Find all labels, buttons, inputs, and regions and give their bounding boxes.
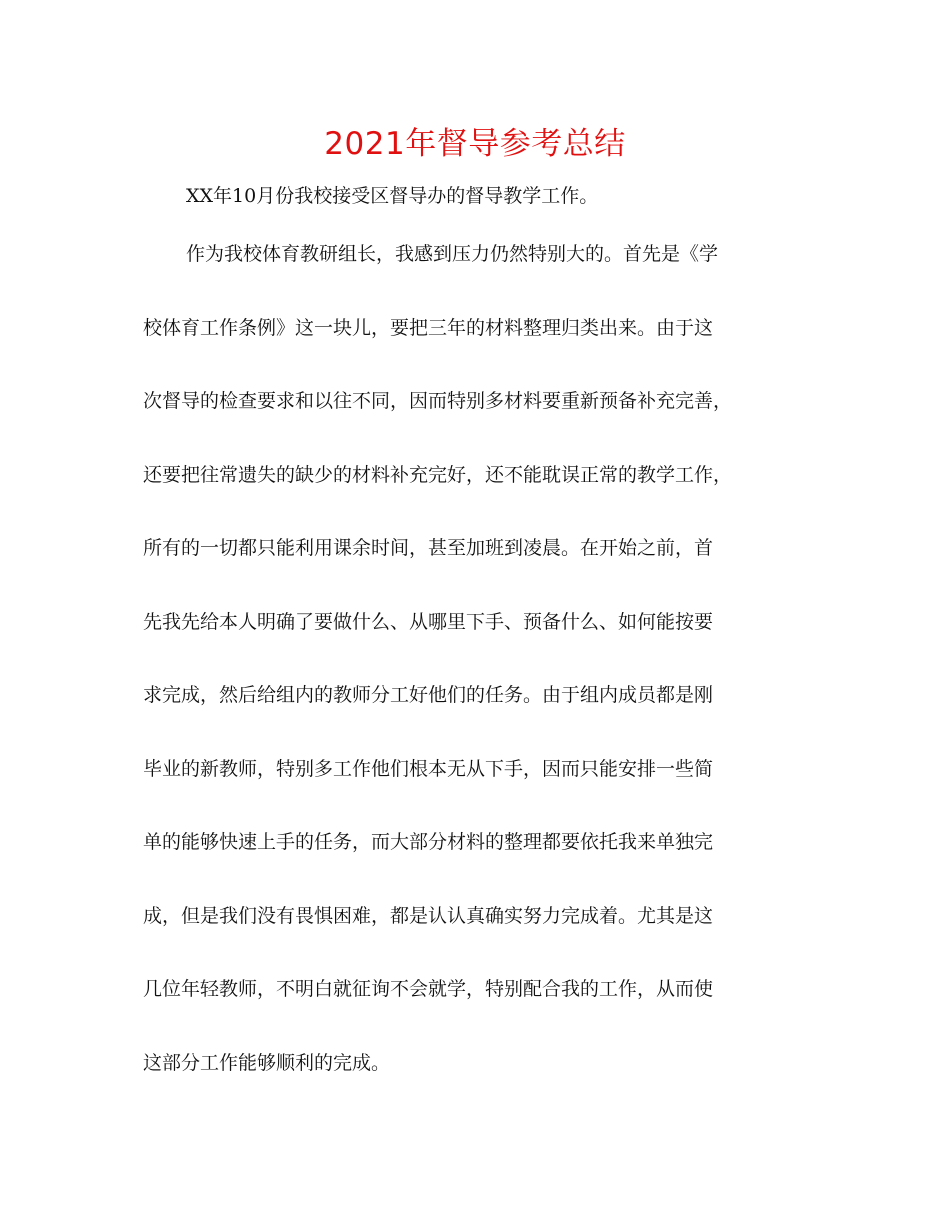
text-line: 单的能够快速上手的任务，而大部分材料的整理都要依托我来单独完 bbox=[143, 831, 714, 853]
text-line: 这部分工作能够顺利的完成。 bbox=[143, 1051, 391, 1074]
text-line: 成，但是我们没有畏惧困难，都是认认真确实努力完成着。尤其是这 bbox=[143, 904, 714, 927]
text-line: 毕业的新教师，特别多工作他们根本无从下手，因而只能安排一些简 bbox=[143, 757, 714, 780]
text-line: 还要把往常遗失的缺少的材料补充完好，还不能耽误正常的教学工作， bbox=[143, 463, 733, 486]
text-line: 作为我校体育教研组长，我感到压力仍然特别大的。首先是《学 bbox=[186, 243, 719, 265]
body-paragraph bbox=[143, 236, 823, 1118]
intro-paragraph: XX年10月份我校接受区督导办的督导教学工作。 bbox=[186, 185, 599, 207]
text-line: 次督导的检查要求和以往不同，因而特别多材料要重新预备补充完善， bbox=[143, 390, 733, 412]
text-line: 校体育工作条例》这一块儿，要把三年的材料整理归类出来。由于这 bbox=[143, 316, 714, 339]
text-line: 几位年轻教师，不明白就征询不会就学，特别配合我的工作，从而使 bbox=[143, 978, 714, 1000]
page-title: 2021年督导参考总结 bbox=[324, 126, 626, 162]
text-line: 所有的一切都只能利用课余时间，甚至加班到凌晨。在开始之前，首 bbox=[143, 537, 714, 559]
text-line: 先我先给本人明确了要做什么、从哪里下手、预备什么、如何能按要 bbox=[143, 610, 714, 633]
text-line: 求完成，然后给组内的教师分工好他们的任务。由于组内成员都是刚 bbox=[143, 684, 714, 706]
